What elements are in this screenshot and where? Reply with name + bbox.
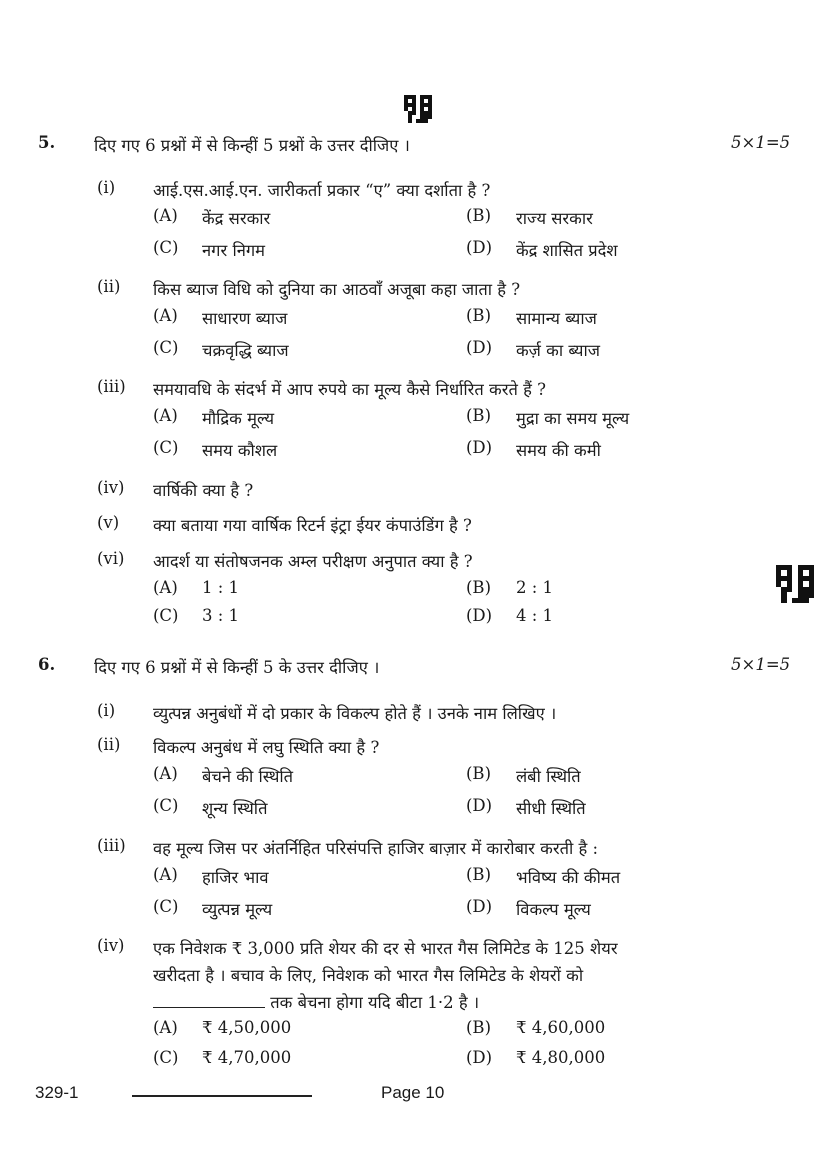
q6-ii-opt-a-label: (A) bbox=[153, 764, 178, 783]
q5-vi-opt-a-label: (A) bbox=[153, 578, 178, 597]
q5-iv-text: वार्षिकी क्या है ? bbox=[153, 481, 254, 500]
q5-ii-opt-a-label: (A) bbox=[153, 306, 178, 325]
q5-vi-opt-b-label: (B) bbox=[466, 578, 491, 597]
q5-number: 5. bbox=[38, 133, 56, 152]
q5-i-text: आई.एस.आई.एन. जारीकर्ता प्रकार “ए” क्या दर्शाता है ? bbox=[153, 181, 491, 200]
q5-i-opt-b: राज्य सरकार bbox=[516, 209, 593, 228]
q5-iii-opt-a: मौद्रिक मूल्य bbox=[202, 409, 275, 428]
q5-i-opt-c: नगर निगम bbox=[202, 241, 266, 260]
q6-iv-line3-row bbox=[153, 990, 479, 1013]
q5-vi-opt-d-label: (D) bbox=[466, 606, 493, 625]
q6-iv-opt-a-label: (A) bbox=[153, 1018, 178, 1037]
qr-code-side bbox=[776, 565, 814, 603]
q5-i-opt-d: केंद्र शासित प्रदेश bbox=[516, 241, 618, 260]
q5-iii-opt-c: समय कौशल bbox=[202, 441, 278, 460]
q5-iii-opt-d-label: (D) bbox=[466, 438, 493, 457]
q6-iii-opt-d-label: (D) bbox=[466, 897, 493, 916]
q6-iii-text: वह मूल्य जिस पर अंतर्निहित परिसंपत्ति हाजिर बाज़ार में कारोबार करती है : bbox=[153, 839, 599, 858]
q6-ii-opt-d: सीधी स्थिति bbox=[516, 799, 586, 818]
q6-ii-opt-d-label: (D) bbox=[466, 796, 493, 815]
q6-i-text: व्युत्पन्न अनुबंधों में दो प्रकार के विकल्प होते हैं । उनके नाम लिखिए । bbox=[153, 704, 557, 723]
q5-prompt: दिए गए 6 प्रश्नों में से किन्हीं 5 प्रश्नों के उत्तर दीजिए । bbox=[94, 136, 410, 155]
q5-marks: 5×1=5 bbox=[731, 133, 791, 152]
q6-iii-opt-a: हाजिर भाव bbox=[202, 868, 269, 887]
q5-ii-text: किस ब्याज विधि को दुनिया का आठवाँ अजूबा कहा जाता है ? bbox=[153, 280, 521, 299]
q5-ii-label: (ii) bbox=[97, 277, 121, 296]
q5-ii-opt-b-label: (B) bbox=[466, 306, 491, 325]
q6-iv-label: (iv) bbox=[97, 936, 125, 955]
q6-iii-label: (iii) bbox=[97, 836, 126, 855]
q6-ii-label: (ii) bbox=[97, 735, 121, 754]
q6-iv-line3: तक बेचना होगा यदि बीटा 1·2 है । bbox=[270, 993, 480, 1012]
q5-ii-opt-d-label: (D) bbox=[466, 338, 493, 357]
q5-i-opt-d-label: (D) bbox=[466, 238, 493, 257]
q5-iii-label: (iii) bbox=[97, 377, 126, 396]
q5-i-opt-a: केंद्र सरकार bbox=[202, 209, 271, 228]
q6-iv-opt-b-label: (B) bbox=[466, 1018, 491, 1037]
footer-divider bbox=[132, 1095, 312, 1097]
q5-ii-opt-d: कर्ज़ का ब्याज bbox=[516, 341, 600, 360]
q6-prompt: दिए गए 6 प्रश्नों में से किन्हीं 5 के उत्तर दीजिए । bbox=[94, 658, 380, 677]
q5-vi-opt-c-label: (C) bbox=[153, 606, 179, 625]
q6-iii-opt-c-label: (C) bbox=[153, 897, 179, 916]
fill-in-blank bbox=[153, 993, 265, 1008]
q6-iv-opt-a: ₹ 4,50,000 bbox=[202, 1018, 292, 1037]
q5-vi-label: (vi) bbox=[97, 549, 125, 568]
q5-vi-opt-d: 4 : 1 bbox=[516, 606, 554, 625]
q6-iv-opt-c: ₹ 4,70,000 bbox=[202, 1048, 292, 1067]
q6-ii-text: विकल्प अनुबंध में लघु स्थिति क्या है ? bbox=[153, 738, 380, 757]
q5-vi-text: आदर्श या संतोषजनक अम्ल परीक्षण अनुपात क्या है ? bbox=[153, 552, 473, 571]
q6-iii-opt-c: व्युत्पन्न मूल्य bbox=[202, 900, 273, 919]
q5-i-opt-b-label: (B) bbox=[466, 206, 491, 225]
q5-ii-opt-c-label: (C) bbox=[153, 338, 179, 357]
q5-i-opt-c-label: (C) bbox=[153, 238, 179, 257]
q6-ii-opt-b-label: (B) bbox=[466, 764, 491, 783]
q6-number: 6. bbox=[38, 655, 56, 674]
q5-i-label: (i) bbox=[97, 178, 116, 197]
q5-i-opt-a-label: (A) bbox=[153, 206, 178, 225]
q5-ii-opt-c: चक्रवृद्धि ब्याज bbox=[202, 341, 289, 360]
q5-iii-opt-d: समय की कमी bbox=[516, 441, 601, 460]
q6-iv-opt-b: ₹ 4,60,000 bbox=[516, 1018, 606, 1037]
q5-iii-opt-a-label: (A) bbox=[153, 406, 178, 425]
q5-v-text: क्या बताया गया वार्षिक रिटर्न इंट्रा ईयर कंपाउंडिंग है ? bbox=[153, 516, 472, 535]
q6-iii-opt-b-label: (B) bbox=[466, 865, 491, 884]
q6-ii-opt-c-label: (C) bbox=[153, 796, 179, 815]
q5-vi-opt-c: 3 : 1 bbox=[202, 606, 240, 625]
q5-ii-opt-b: सामान्य ब्याज bbox=[516, 309, 597, 328]
qr-code-top bbox=[404, 95, 432, 123]
q6-iv-line1: एक निवेशक ₹ 3,000 प्रति शेयर की दर से भारत गैस लिमिटेड के 125 शेयर bbox=[153, 939, 618, 958]
q5-vi-opt-a: 1 : 1 bbox=[202, 578, 240, 597]
q6-i-label: (i) bbox=[97, 701, 116, 720]
q6-ii-opt-b: लंबी स्थिति bbox=[516, 767, 581, 786]
q6-ii-opt-a: बेचने की स्थिति bbox=[202, 767, 294, 786]
q5-ii-opt-a: साधारण ब्याज bbox=[202, 309, 288, 328]
paper-code: 329-1 bbox=[35, 1083, 79, 1102]
q6-iv-opt-d-label: (D) bbox=[466, 1048, 493, 1067]
q5-iii-opt-b-label: (B) bbox=[466, 406, 491, 425]
q6-marks: 5×1=5 bbox=[731, 655, 791, 674]
q5-iii-opt-b: मुद्रा का समय मूल्य bbox=[516, 409, 630, 428]
q5-v-label: (v) bbox=[97, 513, 120, 532]
q5-iii-opt-c-label: (C) bbox=[153, 438, 179, 457]
q6-iv-opt-d: ₹ 4,80,000 bbox=[516, 1048, 606, 1067]
q6-iv-line2: खरीदता है । बचाव के लिए, निवेशक को भारत गैस लिमिटेड के शेयरों को bbox=[153, 966, 584, 985]
q6-iii-opt-d: विकल्प मूल्य bbox=[516, 900, 591, 919]
q5-iii-text: समयावधि के संदर्भ में आप रुपये का मूल्य कैसे निर्धारित करते हैं ? bbox=[153, 380, 546, 399]
q6-iv-opt-c-label: (C) bbox=[153, 1048, 179, 1067]
q5-iv-label: (iv) bbox=[97, 478, 125, 497]
q6-iii-opt-a-label: (A) bbox=[153, 865, 178, 884]
q6-ii-opt-c: शून्य स्थिति bbox=[202, 799, 268, 818]
page-number: Page 10 bbox=[381, 1083, 445, 1102]
q6-iii-opt-b: भविष्य की कीमत bbox=[516, 868, 621, 887]
q5-vi-opt-b: 2 : 1 bbox=[516, 578, 554, 597]
